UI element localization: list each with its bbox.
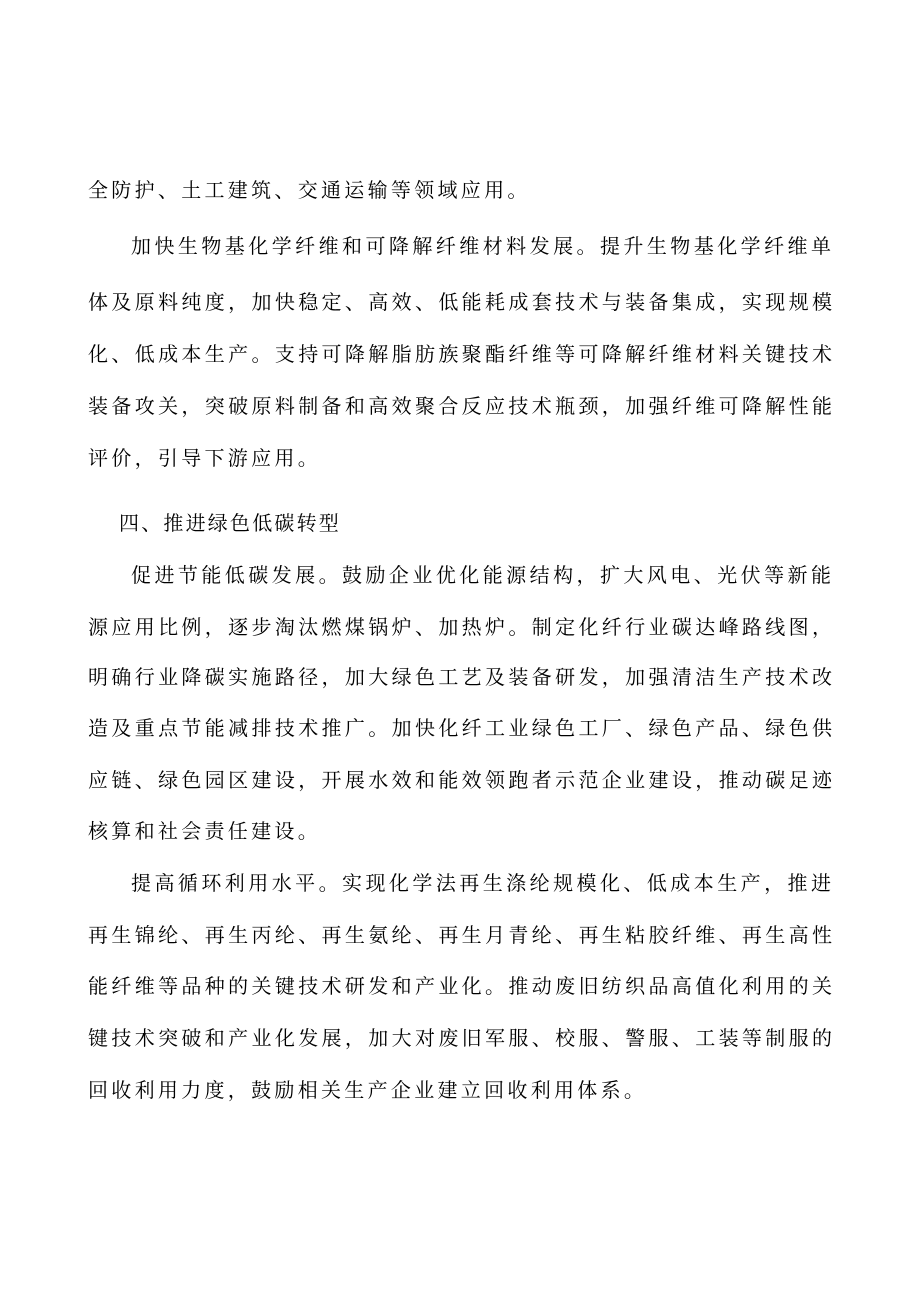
- paragraph-line: 能纤维等品种的关键技术研发和产业化。推动废旧纺织品高值化利用的关: [88, 974, 832, 998]
- paragraph-line: 全防护、土工建筑、交通运输等领域应用。: [88, 178, 531, 202]
- paragraph-line: 源应用比例，逐步淘汰燃煤锅炉、加热炉。制定化纤行业碳达峰路线图，: [88, 615, 832, 639]
- paragraph-line: 再生锦纶、再生丙纶、再生氨纶、再生月青纶、再生粘胶纤维、再生高性: [88, 923, 832, 947]
- section-heading: 四、推进绿色低碳转型: [119, 511, 341, 535]
- paragraph-line: 提高循环利用水平。实现化学法再生涤纶规模化、低成本生产，推进: [131, 871, 831, 895]
- paragraph-line: 应链、绿色园区建设，开展水效和能效领跑者示范企业建设，推动碳足迹: [88, 768, 832, 792]
- paragraph-line: 造及重点节能减排技术推广。加快化纤工业绿色工厂、绿色产品、绿色供: [88, 716, 832, 740]
- paragraph-line: 明确行业降碳实施路径，加大绿色工艺及装备研发，加强清洁生产技术改: [88, 665, 832, 689]
- paragraph-line: 加快生物基化学纤维和可降解纤维材料发展。提升生物基化学纤维单: [131, 234, 831, 258]
- paragraph-line: 体及原料纯度，加快稳定、高效、低能耗成套技术与装备集成，实现规模: [88, 290, 832, 314]
- paragraph-line: 装备攻关，突破原料制备和高效聚合反应技术瓶颈，加强纤维可降解性能: [88, 394, 832, 418]
- paragraph-line: 促进节能低碳发展。鼓励企业优化能源结构，扩大风电、光伏等新能: [131, 563, 831, 587]
- paragraph-line: 回收利用力度，鼓励相关生产企业建立回收利用体系。: [88, 1078, 648, 1102]
- paragraph-line: 键技术突破和产业化发展，加大对废旧军服、校服、警服、工装等制服的: [88, 1026, 832, 1050]
- paragraph-line: 化、低成本生产。支持可降解脂肪族聚酯纤维等可降解纤维材料关键技术: [88, 342, 832, 366]
- paragraph-line: 核算和社会责任建设。: [88, 819, 321, 843]
- paragraph-line: 评价，引导下游应用。: [88, 446, 321, 470]
